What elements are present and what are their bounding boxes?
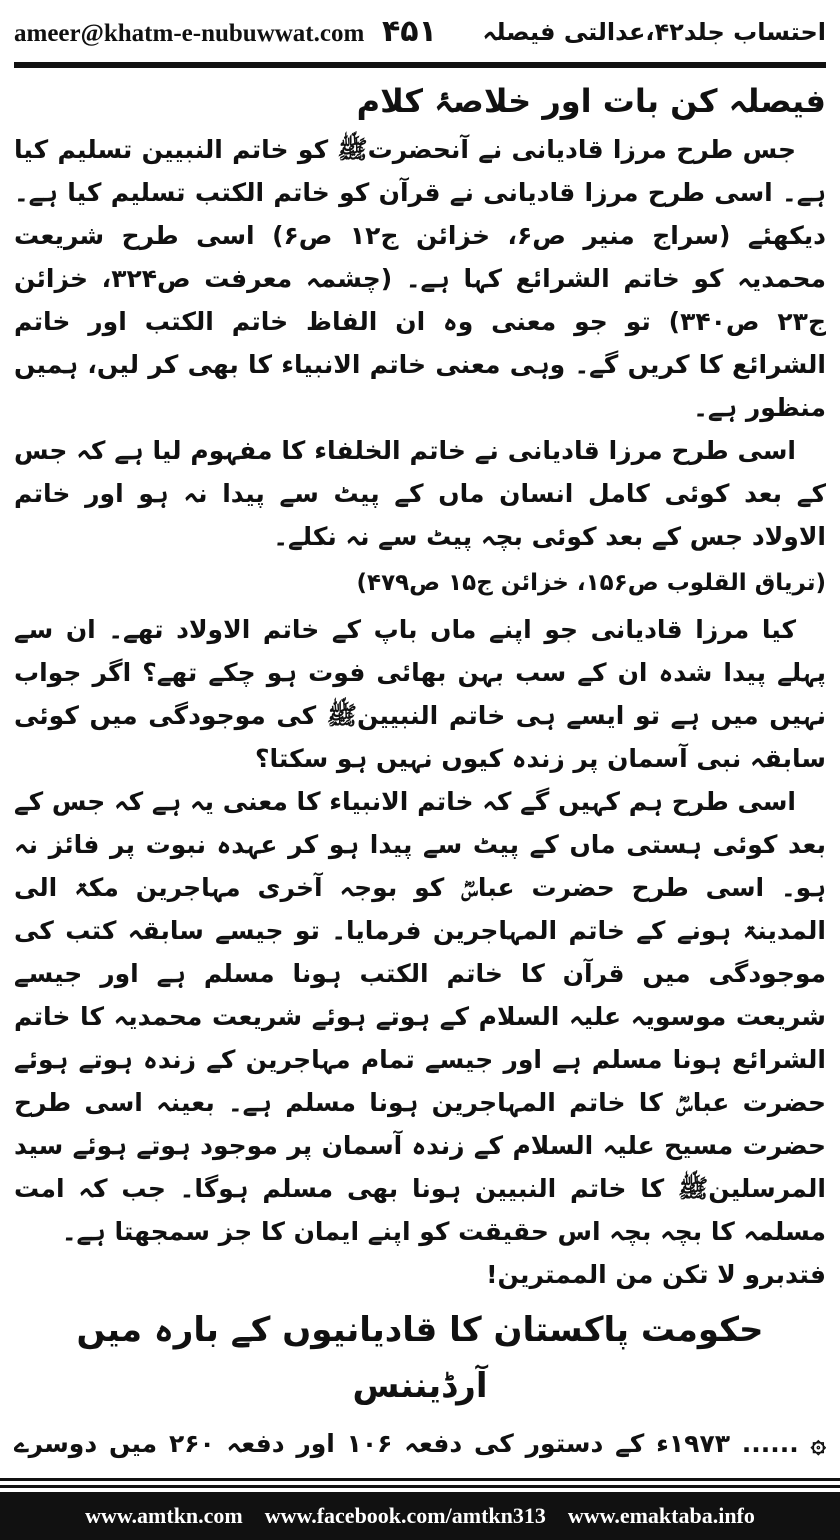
- paragraph-4: اسی طرح ہم کہیں گے کہ خاتم الانبیاء کا معنی یہ ہے کہ جس کے بعد کوئی ہستی ماں کے پیٹ سے پیدا ہو کر عہدہ نبوت پر فائز نہ ہو۔ اسی طرح حضرت عباسؓ کو بوجہ آخری مہاجرین مکۃ الی المدینۃ ہونے کے خاتم المہاجرین فرمایا۔ تو جیسے سابقہ کتب کی موجودگی میں قرآن کا خاتم الکتب ہونا مسلم ہے اور جیسے شریعت موسویہ علیہ السلام کے ہوتے ہوئے شریعت محمدیہ کا خاتم الشرائع ہونا مسلم ہے اور جیسے تمام مہاجرین کے زندہ ہوتے ہوئے حضرت عباسؓ کا خاتم المہاجرین ہونا مسلم ہے۔ بعینہ اسی طرح حضرت مسیح علیہ السلام کے زندہ آسمان پر موجود ہوتے ہوئے سید المرسلینﷺ کا خاتم النبیین ہونا بھی مسلم ہوگا۔ جب کہ امت مسلمہ کا بچہ بچہ اس حقیقت کو اپنے ایمان کا جز سمجھتا ہے۔: [14, 787, 826, 1246]
- ordinance-text: ...... ۱۹۷۳ء کے دستور کی دفعہ ۱۰۶ اور دفعہ ۲۶۰ میں دوسرے: [14, 1429, 799, 1458]
- closing-line: فتدبرو لا تکن من الممترین!: [486, 1260, 826, 1289]
- footer-link-amtkn[interactable]: www.amtkn.com: [85, 1503, 243, 1528]
- header-rule: [14, 62, 826, 68]
- page-header: [0, 0, 840, 56]
- section-heading-ordinance: حکومت پاکستان کا قادیانیوں کے بارہ میں آرڈیننس: [76, 1310, 764, 1406]
- paragraph-2: اسی طرح مرزا قادیانی نے خاتم الخلفاء کا مفہوم لیا ہے کہ جس کے بعد کوئی کامل انسان ماں کے پیٹ سے پیدا نہ ہو اور خاتم الاولاد جس کے بعد کوئی بچہ پیٹ سے نہ نکلے۔: [14, 436, 826, 551]
- footer-rule-1: [0, 1478, 840, 1481]
- footer-bar: [0, 1492, 840, 1540]
- footer-link-emaktaba[interactable]: www.emaktaba.info: [567, 1503, 755, 1528]
- paragraph-1: جس طرح مرزا قادیانی نے آنحضرتﷺ کو خاتم النبیین تسلیم کیا ہے۔ اسی طرح مرزا قادیانی نے قرآن کو خاتم الکتب تسلیم کیا ہے۔ دیکھئے (سراج منیر ص۶، خزائن ج۱۲ ص۶) اسی طرح شریعت محمدیہ کو خاتم الشرائع کہا ہے۔ (چشمہ معرفت ص۳۲۴، خزائن ج۲۳ ص۳۴۰) تو جو معنی وہ ان الفاظ خاتم الکتب اور خاتم الشرائع کا کریں گے۔ وہی معنی خاتم الانبیاء کا بھی کر لیں، ہمیں منظور ہے۔: [14, 135, 826, 422]
- ordinance-paragraph: [14, 1422, 826, 1464]
- header-email: ameer@khatm-e-nubuwwat.com: [14, 20, 365, 47]
- paragraph-3: کیا مرزا قادیانی جو اپنے ماں باپ کے خاتم الاولاد تھے۔ ان سے پہلے پیدا شدہ ان کے سب بہن بھائی فوت ہو چکے تھے؟ اگر جواب نہیں میں ہے تو ایسے ہی خاتم النبیینﷺ کی موجودگی میں کوئی سابقہ نبی آسمان پر زندہ کیوں نہیں ہو سکتا؟: [14, 615, 826, 773]
- footer-link-facebook[interactable]: www.facebook.com/amtkn313: [264, 1503, 546, 1528]
- page-body: [14, 76, 826, 1464]
- star-ornament-icon: ۞: [810, 1429, 826, 1459]
- page-number: ۴۵۱: [382, 14, 437, 49]
- section-heading-conclusion: فیصلہ کن بات اور خلاصۂ کلام: [356, 82, 826, 120]
- running-title: احتساب جلد۴۲،عدالتی فیصلہ: [482, 18, 826, 46]
- footer-rule-2: [0, 1485, 840, 1488]
- reference-citation: (تریاق القلوب ص۱۵۶، خزائن ج۱۵ ص۴۷۹): [356, 570, 826, 596]
